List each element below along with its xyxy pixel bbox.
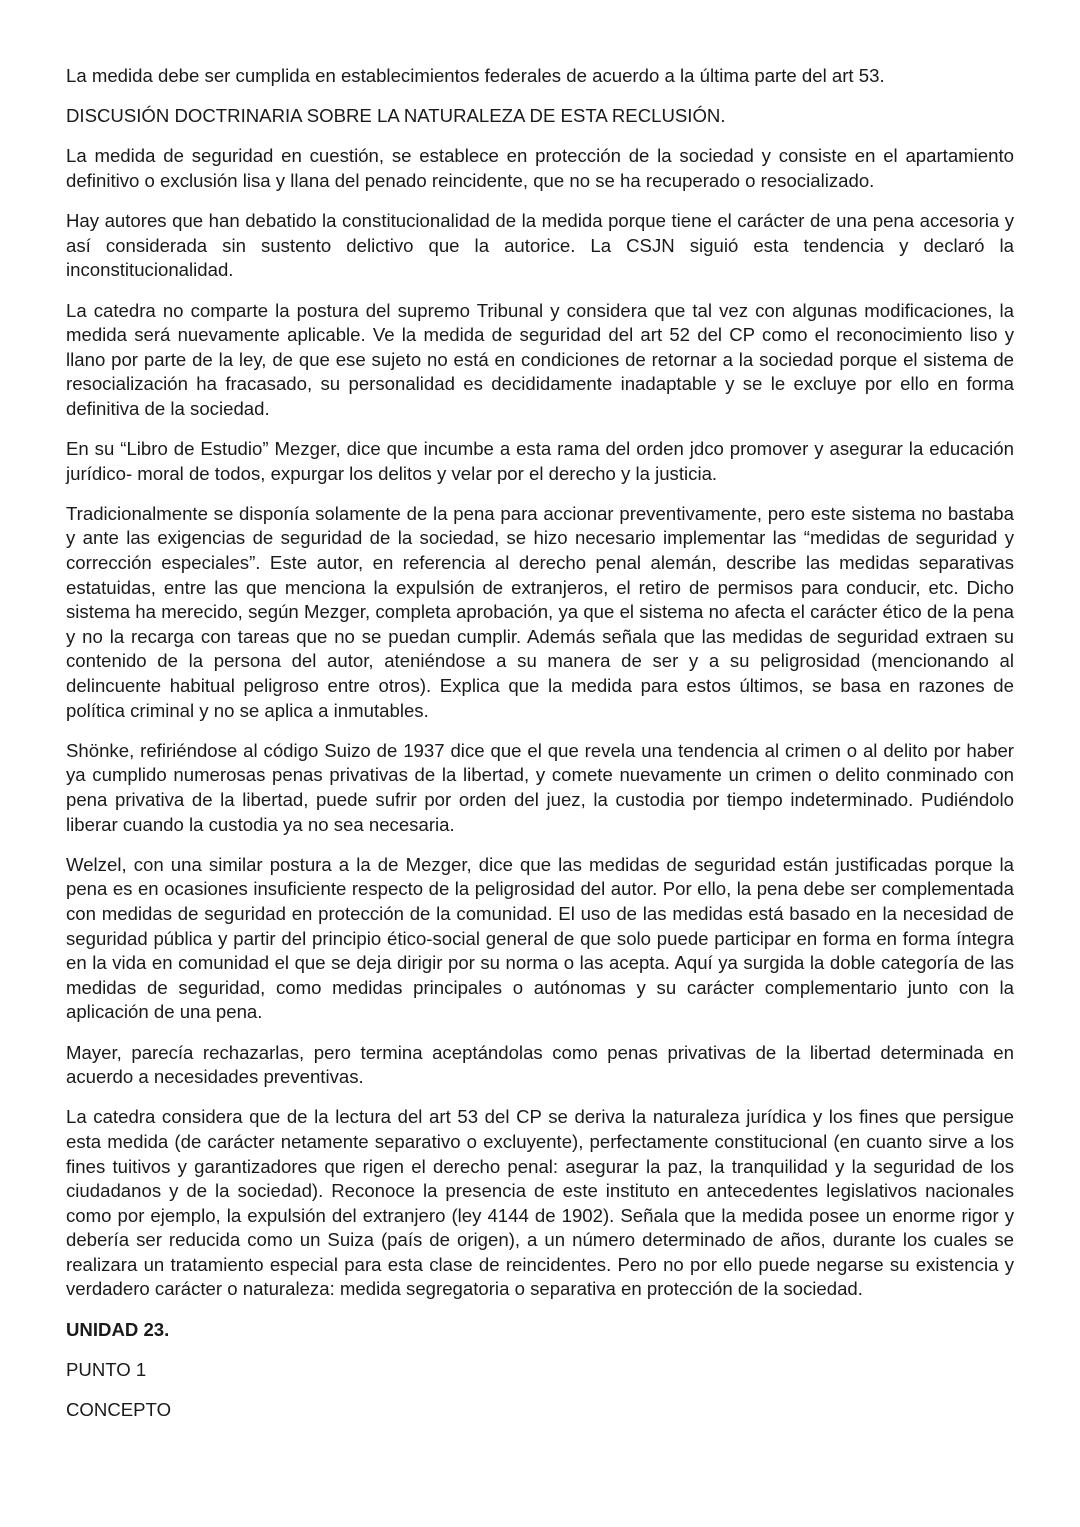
paragraph: Hay autores que han debatido la constitucionalidad de la medida porque tiene el carácter de una pena accesoria y así considerada sin sustento delictivo que la autorice. La CSJN siguió esta tendencia y declaró la inconstitucionalidad. [66, 210, 1014, 281]
paragraph: En su “Libro de Estudio” Mezger, dice que incumbe a esta rama del orden jdco promover y asegurar la educación jurídico- moral de todos, expurgar los delitos y velar por el derecho y la justicia. [66, 438, 1014, 484]
paragraph: Mayer, parecía rechazarlas, pero termina aceptándolas como penas privativas de la libertad determinada en acuerdo a necesidades preventivas. [66, 1041, 1014, 1088]
paragraph: La catedra no comparte la postura del supremo Tribunal y considera que tal vez con algunas modificaciones, la medida será nuevamente aplicable. Ve la medida de seguridad del art 52 del CP como el reconocimiento liso y llano por parte de la ley, de que ese sujeto no está en condiciones de retornar a la sociedad porque el sistema de resocialización ha fracasado, su personalidad es decididamente inadaptable y se le excluye por ello en forma definitiva de la sociedad. [66, 299, 1014, 419]
paragraph-intro: La medida debe ser cumplida en establecimientos federales de acuerdo a la última parte del art 53. [66, 65, 885, 86]
paragraph: Tradicionalmente se disponía solamente de la pena para accionar preventivamente, pero este sistema no bastaba y ante las exigencias de seguridad de la sociedad, se hizo necesario implementar las “medidas de seguridad y corrección especiales”. Este autor, en referencia al derecho penal alemán, describe las medidas separativas estatuidas, entre las que menciona la expulsión de extranjeros, el retiro de permisos para conducir, etc. Dicho sistema ha merecido, según Mezger, completa aprobación, ya que el sistema no afecta el carácter ético de la pena y no la recarga con tareas que no se puedan cumplir. Además señala que las medidas de seguridad extraen su contenido de la persona del autor, ateniéndose a su manera de ser y a su peligrosidad (mencionando al delincuente habitual peligroso entre otros). Explica que la medida para estos últimos, se basa en razones de política criminal y no se aplica a inmutables. [66, 502, 1014, 721]
paragraph: Welzel, con una similar postura a la de Mezger, dice que las medidas de seguridad están justificadas porque la pena es en ocasiones insuficiente respecto de la peligrosidad del autor. Por ello, la pena debe ser complementada con medidas de seguridad en protección de la comunidad. El uso de las medidas está basado en la necesidad de seguridad pública y partir del principio ético-social general de que solo puede participar en forma en forma íntegra en la vida en comunidad el que se deja dirigir por su norma o las acepta. Aquí ya surgida la doble categoría de las medidas de seguridad, como medidas principales o autónomas y su carácter complementario junto con la aplicación de una pena. [66, 853, 1014, 1023]
paragraph: La medida de seguridad en cuestión, se establece en protección de la sociedad y consiste en el apartamiento definitivo o exclusión lisa y llana del penado reincidente, que no se ha recuperado o resocializado. [66, 145, 1014, 191]
section-heading: DISCUSIÓN DOCTRINARIA SOBRE LA NATURALEZA DE ESTA RECLUSIÓN. [66, 105, 726, 127]
document-page [66, 64, 1014, 1438]
paragraph: La catedra considera que de la lectura del art 53 del CP se deriva la naturaleza jurídica y los fines que persigue esta medida (de carácter netamente separativo o excluyente), perfectamente constitucional (en cuanto sirve a los fines tuitivos y garantizadores que rigen el derecho penal: asegurar la paz, la tranquilidad y la seguridad de los ciudadanos y de la sociedad). Reconoce la presencia de este instituto en antecedentes legislativos nacionales como por ejemplo, la expulsión del extranjero (ley 4144 de 1902). Señala que la medida posee un enorme rigor y debería ser reducida como un Suiza (país de origen), a un número determinado de años, durante los cuales se realizara un tratamiento especial para esta clase de reincidentes. Pero no por ello puede negarse su existencia y verdadero carácter o naturaleza: medida segregatoria o separativa en protección de la sociedad. [66, 1106, 1014, 1300]
point-heading: PUNTO 1 [66, 1358, 147, 1380]
unit-heading: UNIDAD 23. [66, 1318, 170, 1340]
paragraph: Shönke, refiriéndose al código Suizo de 1937 dice que el que revela una tendencia al crimen o al delito por haber ya cumplido numerosas penas privativas de la libertad, y comete nuevamente un crimen o delito conminado con pena privativa de la libertad, puede sufrir por orden del juez, la custodia por tiempo indeterminado. Pudiéndolo liberar cuando la custodia ya no sea necesaria. [66, 739, 1014, 835]
concept-heading: CONCEPTO [66, 1399, 172, 1421]
